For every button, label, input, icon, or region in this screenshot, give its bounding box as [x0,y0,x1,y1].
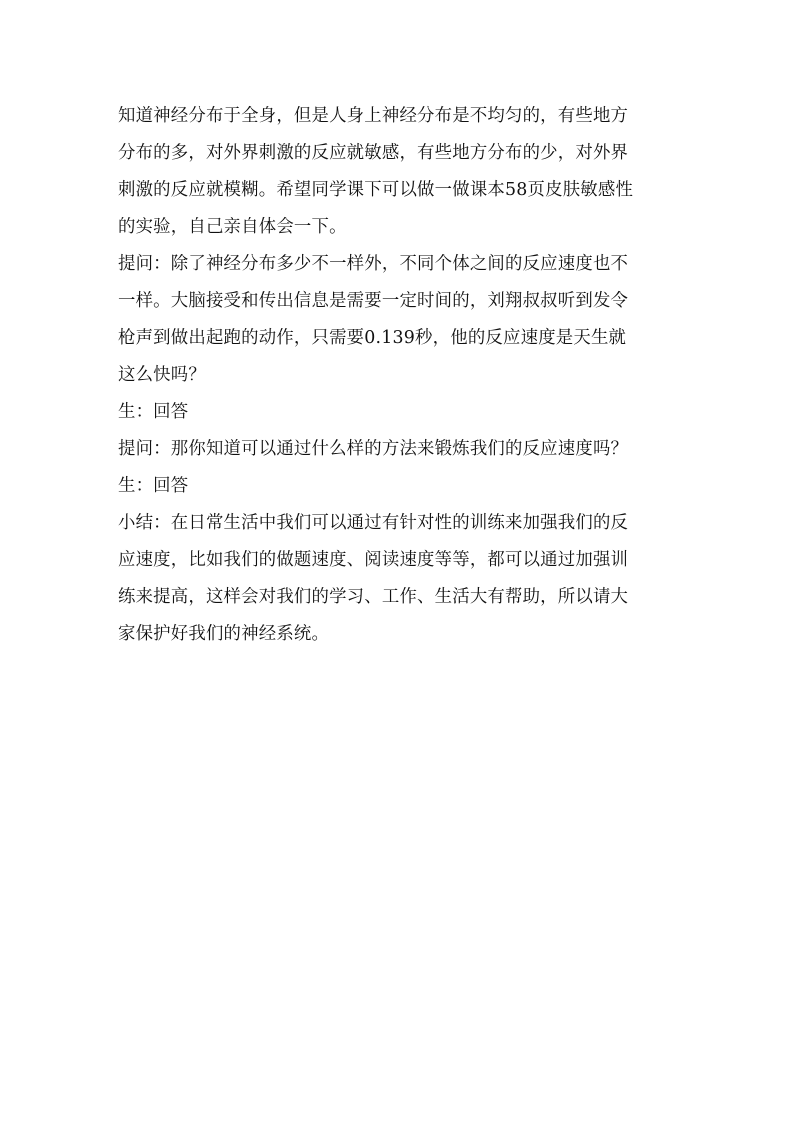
text-line: 生：回答 [118,476,189,496]
text-line: 这么快吗？ [118,365,206,385]
text-line: 知道神经分布于全身，但是人身上神经分布是不均匀的，有些地方 [118,106,629,126]
document-body [118,98,678,653]
paragraph-question-training-method [118,431,678,468]
paragraph-summary [118,505,678,653]
paragraph-question-reaction-speed [118,246,678,394]
text-line: 提问：那你知道可以通过什么样的方法来锻炼我们的反应速度吗？ [118,439,629,459]
text-line: 生：回答 [118,402,189,422]
text-line: 小结：在日常生活中我们可以通过有针对性的训练来加强我们的反 [118,513,629,533]
text-line: 家保护好我们的神经系统。 [118,624,330,644]
text-line: 枪声到做出起跑的动作，只需要0.139秒，他的反应速度是天生就 [118,328,627,348]
text-line: 提问：除了神经分布多少不一样外，不同个体之间的反应速度也不 [118,254,629,274]
text-line: 练来提高，这样会对我们的学习、工作、生活大有帮助，所以请大 [118,587,629,607]
paragraph-student-answer [118,394,678,431]
text-line: 的实验，自己亲自体会一下。 [118,217,347,237]
text-line: 应速度，比如我们的做题速度、阅读速度等等，都可以通过加强训 [118,550,629,570]
text-line: 一样。大脑接受和传出信息是需要一定时间的，刘翔叔叔听到发令 [118,291,629,311]
text-line: 刺激的反应就模糊。希望同学课下可以做一做课本58页皮肤敏感性 [118,180,634,200]
paragraph-student-answer [118,468,678,505]
paragraph-nerve-distribution [118,98,678,246]
text-line: 分布的多，对外界刺激的反应就敏感，有些地方分布的少，对外界 [118,143,629,163]
